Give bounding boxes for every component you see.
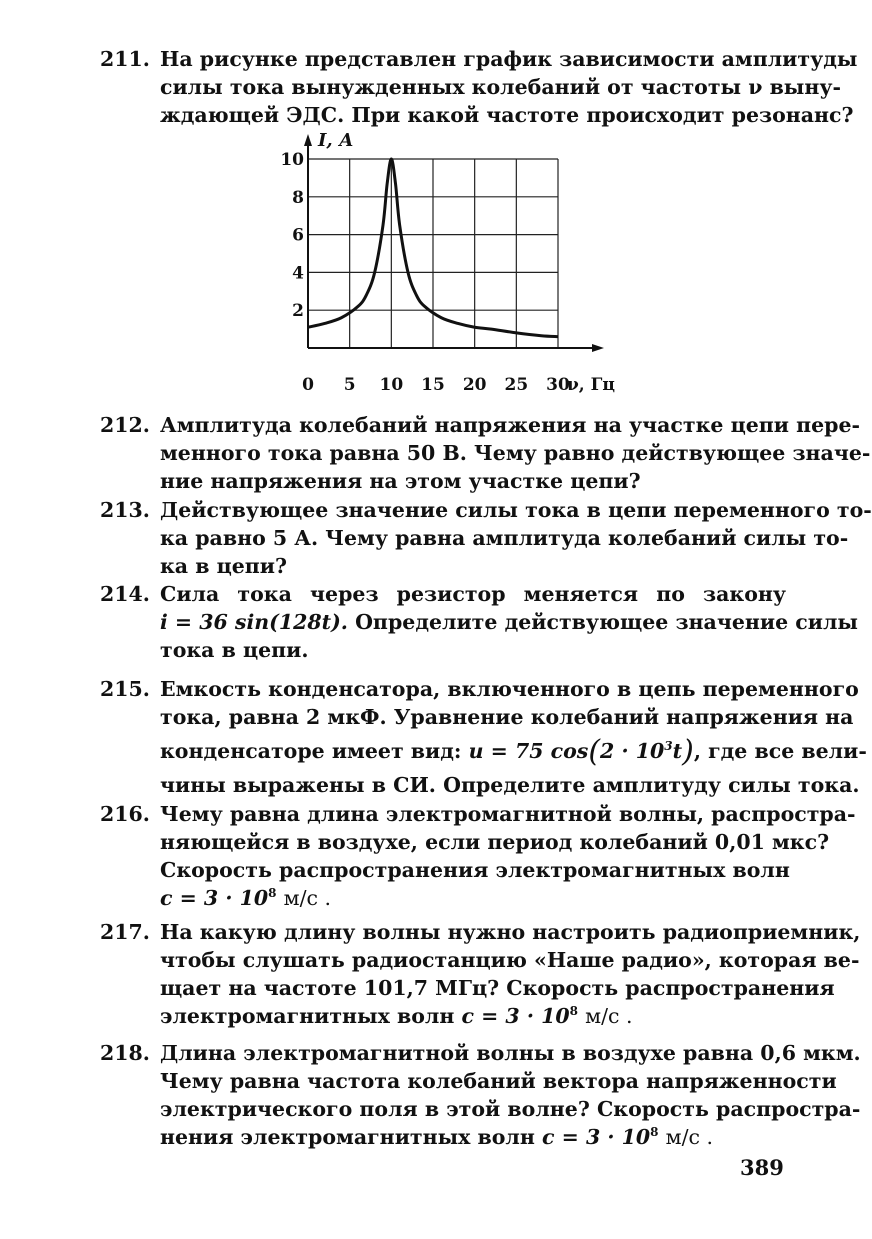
formula-exponent: 8: [268, 886, 277, 901]
problem-text-line: [160, 734, 867, 769]
problem-text-line: На какую длину волны нужно настроить радиоприемник,: [160, 920, 861, 944]
speed-formula: c = 3 · 10: [160, 886, 269, 910]
problem-text-fragment: конденсаторе имеет вид:: [160, 739, 462, 763]
problem-text-line: Чему равна частота колебаний вектора напряженности: [160, 1069, 837, 1093]
speed-formula: c = 3 · 10: [461, 1004, 570, 1028]
problem-text-fragment: , где все вели-: [693, 739, 867, 763]
problem-text-line: Скорость распространения электромагнитных волн: [160, 858, 790, 882]
speed-formula: c = 3 · 10: [542, 1125, 651, 1149]
x-axis-arrow: [592, 344, 604, 352]
x-tick-label: 30: [546, 375, 570, 395]
problem-text-line: [160, 1002, 786, 1030]
current-formula: i = 36 sin(128t).: [160, 610, 348, 634]
problem-text-line: няющейся в воздухе, если период колебаний 0,01 мкс?: [160, 830, 830, 854]
formula-lhs: u = 75 cos: [468, 739, 589, 763]
problem-number: 215.: [100, 677, 150, 701]
problem-215: [100, 675, 867, 799]
problem-218: [100, 1039, 861, 1151]
problem-text-line: силы тока вынужденных колебаний от частоты ν выну-: [160, 75, 841, 99]
problem-text-line: щает на частоте 101,7 МГц? Скорость распространения: [160, 976, 835, 1000]
y-tick-label: 10: [280, 150, 304, 170]
problem-text-line: Действующее значение силы тока в цепи переменного то-: [160, 498, 872, 522]
problem-number: 218.: [100, 1041, 150, 1065]
chart-grid: [308, 159, 558, 348]
unit: м/с .: [665, 1125, 714, 1149]
x-tick-label: 5: [343, 375, 356, 395]
page-number: 389: [740, 1155, 784, 1180]
problem-number: 216.: [100, 802, 150, 826]
problem-text-line: ждающей ЭДС. При какой частоте происходит резонанс?: [160, 103, 854, 127]
problem-text-line: чтобы слушать радиостанцию «Наше радио», которая ве-: [160, 948, 860, 972]
problem-text-line: тока, равна 2 мкФ. Уравнение колебаний напряжения на: [160, 705, 854, 729]
problem-text-line: ка в цепи?: [160, 554, 288, 578]
problem-number: 217.: [100, 920, 150, 944]
problem-text-line: ка равно 5 А. Чему равна амплитуда колебаний силы то-: [160, 526, 849, 550]
problem-211: [100, 45, 858, 129]
y-axis-arrow: [304, 134, 312, 146]
problem-text-line: [160, 884, 786, 912]
problem-text-line: электрического поля в этой волне? Скорость распростра-: [160, 1097, 861, 1121]
y-tick-label: 6: [292, 225, 304, 246]
problem-217: [100, 918, 861, 1030]
problem-number: 211.: [100, 47, 150, 71]
problem-text-line: [160, 608, 858, 636]
x-tick-label: 10: [379, 375, 404, 395]
x-tick-label: 0: [302, 375, 314, 395]
voltage-formula: u = 75 $\cos(2 \cdot 10^3t)$: [468, 734, 694, 769]
x-tick-label: 25: [504, 375, 529, 395]
x-tick-label: 15: [421, 375, 445, 395]
y-axis-label: I, А: [318, 130, 354, 151]
unit: м/с .: [585, 1004, 633, 1028]
problem-212: [100, 411, 871, 495]
y-tick-label: 8: [292, 187, 304, 208]
formula-exponent: 3: [664, 739, 673, 754]
problem-text-line: тока в цепи.: [160, 638, 309, 662]
resonance-chart: [270, 130, 620, 395]
chart-axes: [304, 134, 604, 352]
problem-text-fragment: нения электромагнитных волн: [160, 1125, 535, 1149]
problem-213: [100, 496, 872, 580]
problem-text-line: чины выражены в СИ. Определите амплитуду силы тока.: [160, 773, 860, 797]
problem-text-line: [160, 1123, 786, 1151]
problem-text-fragment: Определите действующее значение силы: [355, 610, 858, 634]
problem-text-line: Емкость конденсатора, включенного в цепь переменного: [160, 677, 859, 701]
problem-text-fragment: электромагнитных волн: [160, 1004, 455, 1028]
formula-exponent: 8: [650, 1125, 659, 1140]
y-tick-label: 2: [292, 301, 304, 322]
problem-214: [100, 580, 858, 664]
formula-variable: t: [672, 739, 683, 763]
x-axis-label: ν, Гц: [567, 375, 615, 395]
formula-exponent: 8: [569, 1004, 578, 1019]
problem-text-line: Длина электромагнитной волны в воздухе равна 0,6 мкм.: [160, 1041, 861, 1065]
problem-216: [100, 800, 856, 912]
x-tick-label: 20: [462, 375, 487, 395]
problem-text-line: ние напряжения на этом участке цепи?: [160, 469, 641, 493]
problem-number: 212.: [100, 413, 150, 437]
formula-base: 2 · 10: [600, 739, 665, 763]
problem-number: 213.: [100, 498, 150, 522]
problem-text-line: Амплитуда колебаний напряжения на участке цепи пере-: [160, 413, 861, 437]
problem-text-line: менного тока равна 50 В. Чему равно действующее значе-: [160, 441, 871, 465]
unit: м/с .: [283, 886, 332, 910]
problem-text-line: На рисунке представлен график зависимости амплитуды: [160, 47, 858, 71]
y-tick-label: 4: [292, 263, 304, 284]
problem-text-line: Сила тока через резистор меняется по закону: [160, 582, 786, 606]
problem-text-line: Чему равна длина электромагнитной волны, распростра-: [160, 802, 856, 826]
problem-number: 214.: [100, 582, 150, 606]
